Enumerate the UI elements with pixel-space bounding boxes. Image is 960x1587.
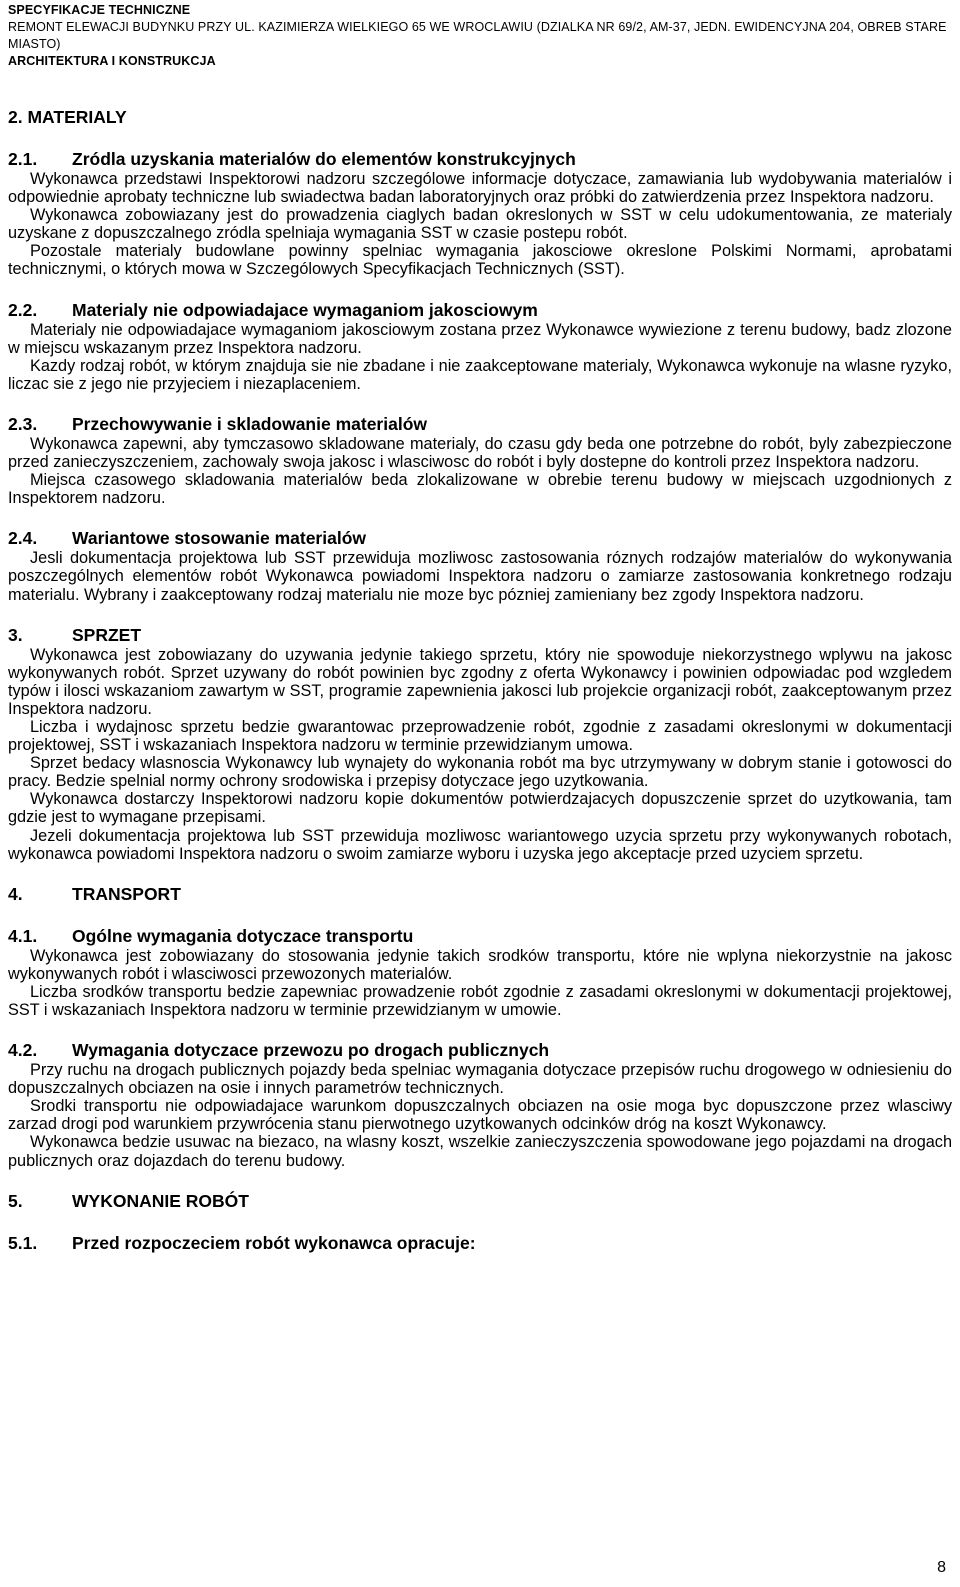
- header-project: REMONT ELEWACJI BUDYNKU PRZY UL. KAZIMIERZA WIELKIEGO 65 WE WROCLAWIU (DZIALKA NR 69/2, AM-37, JEDN. EWIDENCYJNA 204, OBREB STARE MIASTO): [8, 20, 947, 51]
- header-discipline: ARCHITEKTURA I KONSTRUKCJA: [8, 54, 216, 68]
- section-title: Zródla uzyskania materialów do elementów konstrukcyjnych: [72, 149, 576, 169]
- chapter-5-heading: [8, 1191, 952, 1212]
- paragraph: Wykonawca przedstawi Inspektorowi nadzoru szczególowe informacje dotyczace, zamawiania lub wydobywania materialów i odpowiednie aprobaty techniczne lub swiadectwa badan laboratoryjnych oraz próbki do zatwierdzenia przez Inspektora nadzoru.: [8, 170, 952, 207]
- section-number: 4.1.: [8, 925, 38, 946]
- paragraph: Wykonawca dostarczy Inspektorowi nadzoru kopie dokumentów potwierdzajacych dopuszczenie sprzet do uzytkowania, tam gdzie jest to wymagane przepisami.: [8, 790, 952, 827]
- paragraph: Wykonawca jest zobowiazany do uzywania jedynie takiego sprzetu, który nie spowoduje niekorzystnego wplywu na jakosc wykonywanych robót. Sprzet uzywany do robót powinien byc zgodny z oferta Wykonawcy i powinien odpowiadac pod wzgledem typów i ilosci wskazaniom zawartym w SST, programie zapewnienia jakosci lub projekcie organizacji robót, zaakceptowanym przez Inspektora nadzoru.: [8, 645, 952, 718]
- chapter-2-heading: 2. MATERIALY: [8, 107, 127, 127]
- section-number: 2.2.: [8, 299, 38, 320]
- page-number: 8: [937, 1559, 946, 1576]
- paragraph: Materialy nie odpowiadajace wymaganiom jakosciowym zostana przez Wykonawce wywiezione z terenu budowy, badz zlozone w miejscu wskazanym przez Inspektora nadzoru.: [8, 320, 952, 357]
- header-title: SPECYFIKACJE TECHNICZNE: [8, 3, 191, 17]
- section-number: 2.1.: [8, 149, 38, 169]
- section-title: Przed rozpoczeciem robót wykonawca opracuje:: [72, 1232, 476, 1253]
- section-title: Przechowywanie i skladowanie materialów: [72, 413, 427, 434]
- section-number: 5.: [8, 1190, 23, 1211]
- paragraph: Wykonawca zapewni, aby tymczasowo skladowane materialy, do czasu gdy beda one potrzebne do robót, byly zabezpieczone przed zanieczyszczeniem, zachowaly swoja jakosc i wlasciwosc do robót i byly dostepne do kontroli przez Inspektora nadzoru.: [8, 434, 952, 472]
- section-title: Ogólne wymagania dotyczace transportu: [72, 925, 414, 946]
- section-4-2-heading: [8, 1040, 952, 1061]
- paragraph: Pozostale materialy budowlane powinny spelniac wymagania jakosciowe okreslone Polskimi Normami, aprobatami technicznymi, o których mowa w Szczególowych Specyfikacjach Technicznych (SST).: [8, 242, 952, 279]
- section-title: WYKONANIE ROBÓT: [72, 1190, 249, 1211]
- section-title: Wariantowe stosowanie materialów: [72, 528, 367, 549]
- paragraph: Srodki transportu nie odpowiadajace warunkom dopuszczalnych obciazen na osie moga byc dopuszczone przez wlasciwy zarzad drogi pod warunkiem przywrócenia stanu pierwotnego uzytkowanych odcinków dróg na koszt Wykonawcy.: [8, 1097, 952, 1134]
- section-number: 2.3.: [8, 413, 38, 434]
- paragraph: Przy ruchu na drogach publicznych pojazdy beda spelniac wymagania dotyczace przepisów ruchu drogowego w odniesieniu do dopuszczalnych obciazen na osie i innych parametrów technicznych.: [8, 1061, 952, 1098]
- section-title: SPRZET: [72, 624, 142, 645]
- section-title: TRANSPORT: [72, 883, 181, 904]
- paragraph: Wykonawca jest zobowiazany do stosowania jedynie takich srodków transportu, które nie wplyna niekorzystnie na jakosc wykonywanych robót i wlasciwosci przewozonych materialów.: [8, 946, 952, 983]
- section-title: Materialy nie odpowiadajace wymaganiom jakosciowym: [72, 299, 538, 320]
- document-header: [8, 2, 952, 70]
- section-2-3-heading: [8, 414, 952, 435]
- paragraph: Kazdy rodzaj robót, w którym znajduja sie nie zbadane i nie zaakceptowane materialy, Wykonawca wykonuje na wlasne ryzyko, liczac sie z jego nie przyjeciem i niezaplaceniem.: [8, 356, 952, 393]
- paragraph: Wykonawca bedzie usuwac na biezaco, na wlasny koszt, wszelkie zanieczyszczenia spowodowane jego pojazdami na drogach publicznych oraz dojazdach do terenu budowy.: [8, 1133, 952, 1170]
- paragraph: Jesli dokumentacja projektowa lub SST przewiduja mozliwosc zastosowania róznych rodzajów materialów do wykonywania poszczególnych elementów robót Wykonawca powiadomi Inspektora nadzoru o zamiarze zastosowania konkretnego rodzaju materialu. Wybrany i zaakceptowany rodzaj materialu nie moze byc pózniej zamieniany bez zgody Inspektora nadzoru.: [8, 549, 952, 604]
- paragraph: Liczba i wydajnosc sprzetu bedzie gwarantowac przeprowadzenie robót, zgodnie z zasadami okreslonymi w dokumentacji projektowej, SST i wskazaniach Inspektora nadzoru w terminie przewidzianym umowa.: [8, 717, 952, 755]
- paragraph: Jezeli dokumentacja projektowa lub SST przewiduja mozliwosc wariantowego uzycia sprzetu przy wykonywanych robotach, wykonawca powiadomi Inspektora nadzoru o swoim zamiarze wyboru i uzyska jego akceptacje przed uzyciem sprzetu.: [8, 826, 952, 863]
- section-number: 2.4.: [8, 528, 38, 549]
- section-number: 5.1.: [8, 1232, 38, 1253]
- section-2-2-heading: [8, 300, 952, 321]
- chapter-3-heading: [8, 625, 952, 646]
- section-title: Wymagania dotyczace przewozu po drogach publicznych: [72, 1040, 550, 1061]
- paragraph: Miejsca czasowego skladowania materialów beda zlokalizowane w obrebie terenu budowy w miejscach uzgodnionych z Inspektorem nadzoru.: [8, 471, 952, 508]
- paragraph: Sprzet bedacy wlasnoscia Wykonawcy lub wynajety do wykonania robót ma byc utrzymywany w dobrym stanie i gotowosci do pracy. Bedzie spelnial normy ochrony srodowiska i przepisy dotyczace jego uzytkowania.: [8, 754, 952, 791]
- section-number: 3.: [8, 624, 23, 645]
- paragraph: Wykonawca zobowiazany jest do prowadzenia ciaglych badan okreslonych w SST w celu udokumentowania, ze materialy uzyskane z dopuszczalnego zródla spelniaja wymagania SST w czasie postepu robót.: [8, 206, 952, 243]
- paragraph: Liczba srodków transportu bedzie zapewniac prowadzenie robót zgodnie z zasadami okreslonymi w dokumentacji projektowej, SST i wskazaniach Inspektora nadzoru w terminie przewidzianym w umowie.: [8, 982, 952, 1019]
- section-5-1-heading: [8, 1233, 952, 1254]
- section-number: 4.: [8, 883, 23, 904]
- section-4-1-heading: [8, 926, 952, 947]
- chapter-4-heading: [8, 884, 952, 905]
- section-number: 4.2.: [8, 1040, 38, 1061]
- section-2-1-heading: [8, 149, 952, 170]
- section-2-4-heading: [8, 528, 952, 549]
